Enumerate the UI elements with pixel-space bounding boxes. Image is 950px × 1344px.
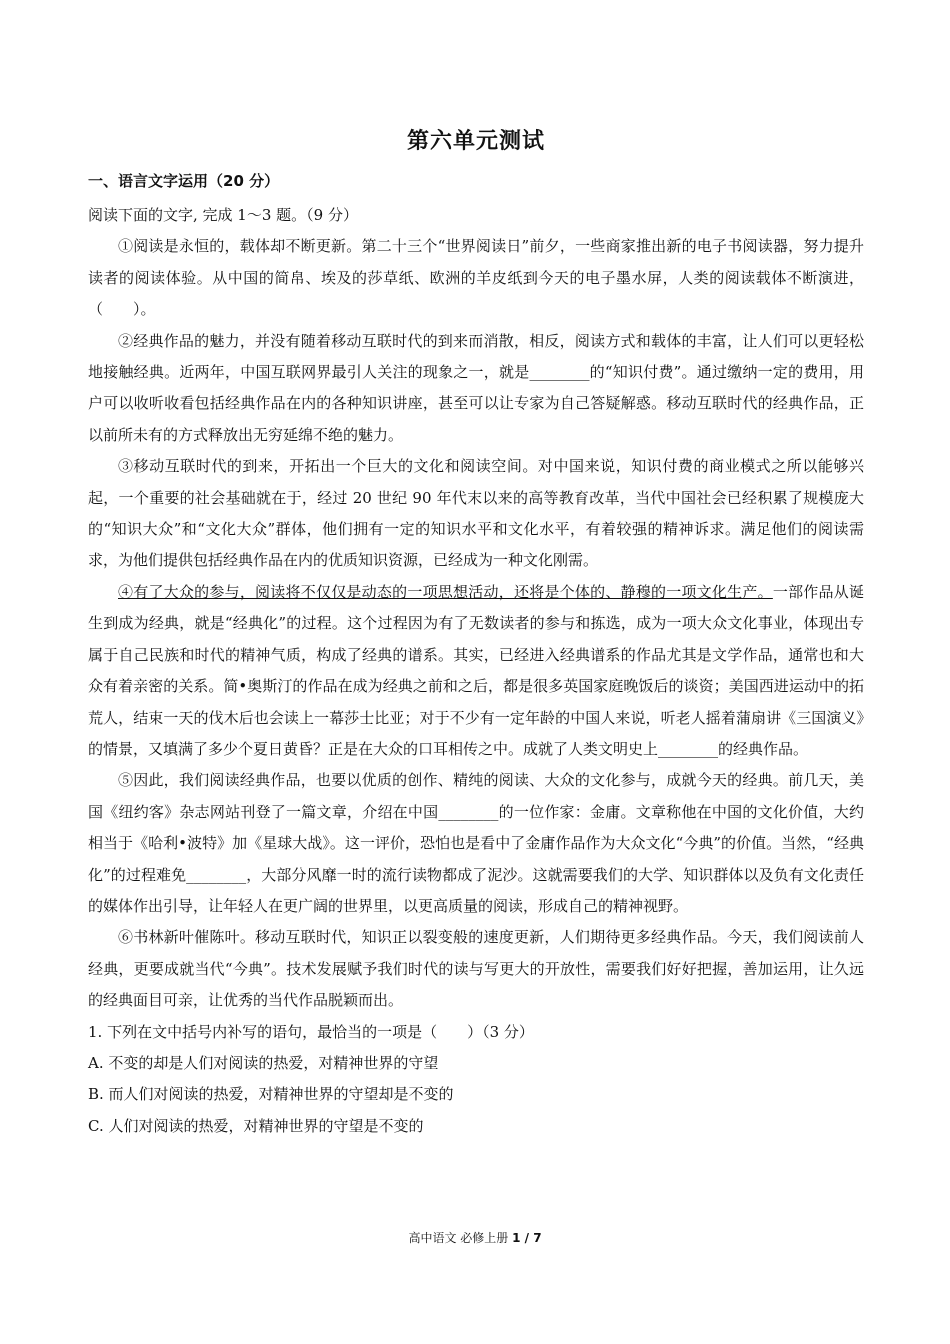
section-heading: 一、语言文字运用（20 分） xyxy=(88,172,280,190)
underlined-sentence: ④有了大众的参与，阅读将不仅仅是动态的一项思想活动，还将是个体的、静穆的一项文化生产。 xyxy=(118,582,773,601)
question-1: 1. 下列在文中括号内补写的语句，最恰当的一项是（ ）（3 分） xyxy=(88,1022,534,1041)
option-b: B. 而人们对阅读的热爱，对精神世界的守望却是不变的 xyxy=(88,1085,454,1104)
footer-text: 高中语文 必修上册 xyxy=(408,1231,509,1245)
paragraph-3: ③移动互联时代的到来，开拓出一个巨大的文化和阅读空间。对中国来说，知识付费的商业模式之所以能够兴起，一个重要的社会基础就在于，经过 20 世纪 90 年代末以来的高等教育改革，当代中国社会已经积累了规模庞大的“知识大众”和“文化大众”群体，他们拥有一定的知识水平和文化水平，有着较强的精神诉求。满足他们的阅读需求，为他们提供包括经典作品在内的优质知识资源，已经成为一种文化刚需。 xyxy=(88,457,864,570)
page-title: 第六单元测试 xyxy=(406,129,545,154)
paragraph-4 xyxy=(88,577,864,765)
page-footer xyxy=(0,1229,950,1246)
paragraph-5: ⑤因此，我们阅读经典作品，也要以优质的创作、精纯的阅读、大众的文化参与，成就今天的经典。前几天，美国《纽约客》杂志网站刊登了一篇文章，介绍在中国________的一位作家：金庸。文章称他在中国的文化价值，大约相当于《哈利•波特》加《星球大战》。这一评价，恐怕也是看中了金庸作品作为大众文化“今典”的价值。当然，“经典化”的过程难免________，大部分风靡一时的流行读物都成了泥沙。这就需要我们的大学、知识群体以及负有文化责任的媒体作出引导，让年轻人在更广阔的世界里，以更高质量的阅读，形成自己的精神视野。 xyxy=(88,771,864,915)
paragraph-1: ①阅读是永恒的，载体却不断更新。第二十三个“世界阅读日”前夕，一些商家推出新的电子书阅读器，努力提升读者的阅读体验。从中国的简帛、埃及的莎草纸、欧洲的羊皮纸到今天的电子墨水屏，人类的阅读载体不断演进，（ ）。 xyxy=(88,237,864,319)
option-c: C. 人们对阅读的热爱，对精神世界的守望是不变的 xyxy=(88,1116,424,1135)
option-a: A. 不变的却是人们对阅读的热爱，对精神世界的守望 xyxy=(88,1053,439,1072)
paragraph-2: ②经典作品的魅力，并没有随着移动互联时代的到来而消散，相反，阅读方式和载体的丰富，让人们可以更轻松地接触经典。近两年，中国互联网界最引人关注的现象之一，就是________的“知识付费”。通过缴纳一定的费用，用户可以收听收看包括经典作品在内的各种知识讲座，甚至可以让专家为自己答疑解惑。移动互联时代的经典作品，正以前所未有的方式释放出无穷延绵不绝的魅力。 xyxy=(88,331,864,444)
paragraph-6: ⑥书林新叶催陈叶。移动互联时代，知识正以裂变般的速度更新，人们期待更多经典作品。今天，我们阅读前人经典，更要成就当代“今典”。技术发展赋予我们时代的读与写更大的开放性，需要我们好好把握，善加运用，让久远的经典面目可亲，让优秀的当代作品脱颖而出。 xyxy=(88,928,864,1010)
paragraph-4-rest: 一部作品从诞生到成为经典，就是“经典化”的过程。这个过程因为有了无数读者的参与和拣选，成为一项大众文化事业，体现出专属于自己民族和时代的精神气质，构成了经典的谱系。其实，已经进入经典谱系的作品尤其是文学作品，通常也和大众有着亲密的关系。简•奥斯汀的作品在成为经典之前和之后，都是很多英国家庭晚饭后的谈资；美国西进运动中的拓荒人，结束一天的伐木后也会读上一幕莎士比亚；对于不少有一定年龄的中国人来说，听老人摇着蒲扇讲《三国演义》的情景，又填满了多少个夏日黄昏？正是在大众的口耳相传之中。成就了人类文明史上________的经典作品。 xyxy=(88,582,864,758)
page-number: 1 / 7 xyxy=(512,1231,542,1245)
instruction-text: 阅读下面的文字, 完成 1～3 题。（9 分） xyxy=(88,206,358,224)
document-body xyxy=(88,200,864,1142)
